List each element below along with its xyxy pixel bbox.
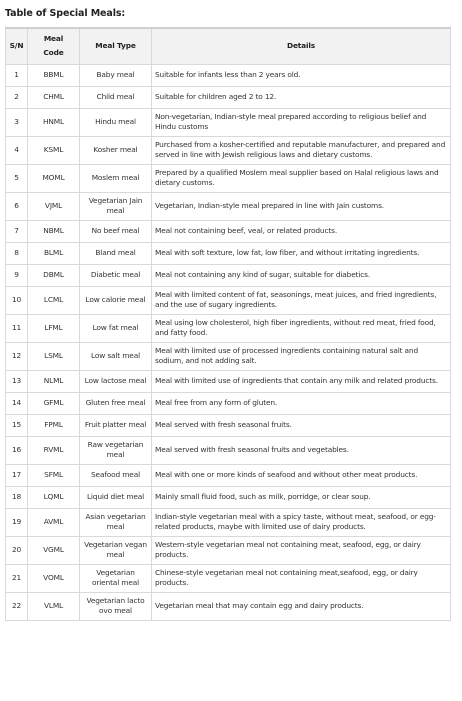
table-row: [6, 536, 451, 564]
table-header-row: [6, 28, 451, 64]
header-meal-type: Meal Type: [80, 28, 152, 64]
table-row: [6, 242, 451, 264]
cell-meal-code: KSML: [28, 136, 80, 164]
table-row: [6, 136, 451, 164]
cell-details: Mainly small fluid food, such as milk, porridge, or clear soup.: [152, 486, 451, 508]
cell-sn: 20: [6, 536, 28, 564]
cell-details: Meal with limited use of ingredients that contain any milk and related products.: [152, 370, 451, 392]
cell-details: Meal served with fresh seasonal fruits.: [152, 414, 451, 436]
cell-sn: 1: [6, 64, 28, 86]
cell-details: Chinese-style vegetarian meal not containing meat,seafood, egg, or dairy products.: [152, 564, 451, 592]
table-row: [6, 86, 451, 108]
table-row: [6, 164, 451, 192]
cell-details: Meal served with fresh seasonal fruits and vegetables.: [152, 436, 451, 464]
page-title: Table of Special Meals:: [5, 8, 126, 19]
cell-meal-code: DBML: [28, 264, 80, 286]
table-row: [6, 564, 451, 592]
cell-meal-code: VJML: [28, 192, 80, 220]
cell-meal-type: Low lactose meal: [80, 370, 152, 392]
cell-meal-type: Raw vegetarian meal: [80, 436, 152, 464]
cell-meal-code: VLML: [28, 592, 80, 620]
cell-sn: 16: [6, 436, 28, 464]
cell-meal-type: Low salt meal: [80, 342, 152, 370]
cell-details: Meal not containing any kind of sugar, suitable for diabetics.: [152, 264, 451, 286]
cell-details: Vegetarian meal that may contain egg and dairy products.: [152, 592, 451, 620]
cell-details: Western-style vegetarian meal not containing meat, seafood, egg, or dairy products.: [152, 536, 451, 564]
table-row: [6, 108, 451, 136]
cell-meal-type: Diabetic meal: [80, 264, 152, 286]
cell-meal-type: Fruit platter meal: [80, 414, 152, 436]
cell-meal-code: BLML: [28, 242, 80, 264]
table-row: [6, 414, 451, 436]
cell-details: Non-vegetarian, Indian-style meal prepared according to religious belief and Hindu customs: [152, 108, 451, 136]
cell-sn: 18: [6, 486, 28, 508]
cell-meal-type: Seafood meal: [80, 464, 152, 486]
cell-meal-type: Low calorie meal: [80, 286, 152, 314]
cell-sn: 19: [6, 508, 28, 536]
table-row: [6, 314, 451, 342]
cell-meal-code: VOML: [28, 564, 80, 592]
cell-sn: 7: [6, 220, 28, 242]
table-row: [6, 192, 451, 220]
cell-details: Purchased from a kosher-certified and reputable manufacturer, and prepared and served in line with Jewish religious laws and dietary customs.: [152, 136, 451, 164]
cell-meal-code: SFML: [28, 464, 80, 486]
cell-meal-type: Baby meal: [80, 64, 152, 86]
table-row: [6, 64, 451, 86]
header-meal-code-line1: Meal: [43, 34, 64, 44]
cell-sn: 12: [6, 342, 28, 370]
cell-sn: 13: [6, 370, 28, 392]
cell-details: Meal with limited content of fat, seasonings, meat juices, and fried ingredients, and the use of sugary ingredients.: [152, 286, 451, 314]
cell-meal-code: LQML: [28, 486, 80, 508]
table-row: [6, 370, 451, 392]
cell-meal-code: VGML: [28, 536, 80, 564]
cell-details: Meal not containing beef, veal, or related products.: [152, 220, 451, 242]
cell-meal-type: Vegetarian lacto ovo meal: [80, 592, 152, 620]
cell-meal-type: Hindu meal: [80, 108, 152, 136]
cell-meal-code: FPML: [28, 414, 80, 436]
cell-meal-type: Vegetarian vegan meal: [80, 536, 152, 564]
cell-meal-type: No beef meal: [80, 220, 152, 242]
cell-meal-type: Moslem meal: [80, 164, 152, 192]
cell-sn: 10: [6, 286, 28, 314]
cell-meal-type: Kosher meal: [80, 136, 152, 164]
cell-sn: 2: [6, 86, 28, 108]
cell-sn: 9: [6, 264, 28, 286]
cell-sn: 14: [6, 392, 28, 414]
table-row: [6, 264, 451, 286]
cell-details: Indian-style vegetarian meal with a spicy taste, without meat, seafood, or egg-related products, maybe with limited use of dairy products.: [152, 508, 451, 536]
cell-sn: 5: [6, 164, 28, 192]
cell-details: Suitable for children aged 2 to 12.: [152, 86, 451, 108]
cell-meal-type: Liquid diet meal: [80, 486, 152, 508]
cell-meal-type: Vegetarian oriental meal: [80, 564, 152, 592]
cell-meal-code: NBML: [28, 220, 80, 242]
cell-meal-code: AVML: [28, 508, 80, 536]
cell-meal-type: Child meal: [80, 86, 152, 108]
cell-sn: 3: [6, 108, 28, 136]
cell-meal-code: LFML: [28, 314, 80, 342]
table-row: [6, 342, 451, 370]
cell-details: Meal using low cholesterol, high fiber ingredients, without red meat, fried food, and fatty food.: [152, 314, 451, 342]
header-meal-code-line2: Code: [43, 48, 64, 58]
cell-meal-code: CHML: [28, 86, 80, 108]
cell-meal-code: LCML: [28, 286, 80, 314]
cell-sn: 8: [6, 242, 28, 264]
table-row: [6, 592, 451, 620]
cell-details: Meal with soft texture, low fat, low fiber, and without irritating ingredients.: [152, 242, 451, 264]
header-meal-code: [28, 28, 80, 64]
cell-meal-type: Bland meal: [80, 242, 152, 264]
cell-sn: 17: [6, 464, 28, 486]
cell-meal-type: Low fat meal: [80, 314, 152, 342]
cell-details: Meal with limited use of processed ingredients containing natural salt and sodium, and not adding salt.: [152, 342, 451, 370]
header-sn: S/N: [6, 28, 28, 64]
cell-details: Prepared by a qualified Moslem meal supplier based on Halal religious laws and dietary customs.: [152, 164, 451, 192]
cell-sn: 22: [6, 592, 28, 620]
cell-meal-code: GFML: [28, 392, 80, 414]
cell-sn: 6: [6, 192, 28, 220]
cell-meal-code: HNML: [28, 108, 80, 136]
table-row: [6, 464, 451, 486]
cell-sn: 15: [6, 414, 28, 436]
cell-details: Meal with one or more kinds of seafood and without other meat products.: [152, 464, 451, 486]
cell-details: Vegetarian, Indian-style meal prepared in line with Jain customs.: [152, 192, 451, 220]
cell-sn: 4: [6, 136, 28, 164]
table-row: [6, 392, 451, 414]
cell-meal-code: LSML: [28, 342, 80, 370]
header-details: Details: [152, 28, 451, 64]
cell-meal-code: MOML: [28, 164, 80, 192]
table-row: [6, 508, 451, 536]
table-row: [6, 486, 451, 508]
table-row: [6, 286, 451, 314]
cell-details: Meal free from any form of gluten.: [152, 392, 451, 414]
table-row: [6, 436, 451, 464]
cell-details: Suitable for infants less than 2 years old.: [152, 64, 451, 86]
cell-meal-code: NLML: [28, 370, 80, 392]
cell-meal-type: Gluten free meal: [80, 392, 152, 414]
cell-meal-code: BBML: [28, 64, 80, 86]
cell-meal-type: Asian vegetarian meal: [80, 508, 152, 536]
table-row: [6, 220, 451, 242]
cell-sn: 11: [6, 314, 28, 342]
special-meals-table: [5, 27, 451, 621]
cell-sn: 21: [6, 564, 28, 592]
cell-meal-type: Vegetarian Jain meal: [80, 192, 152, 220]
cell-meal-code: RVML: [28, 436, 80, 464]
